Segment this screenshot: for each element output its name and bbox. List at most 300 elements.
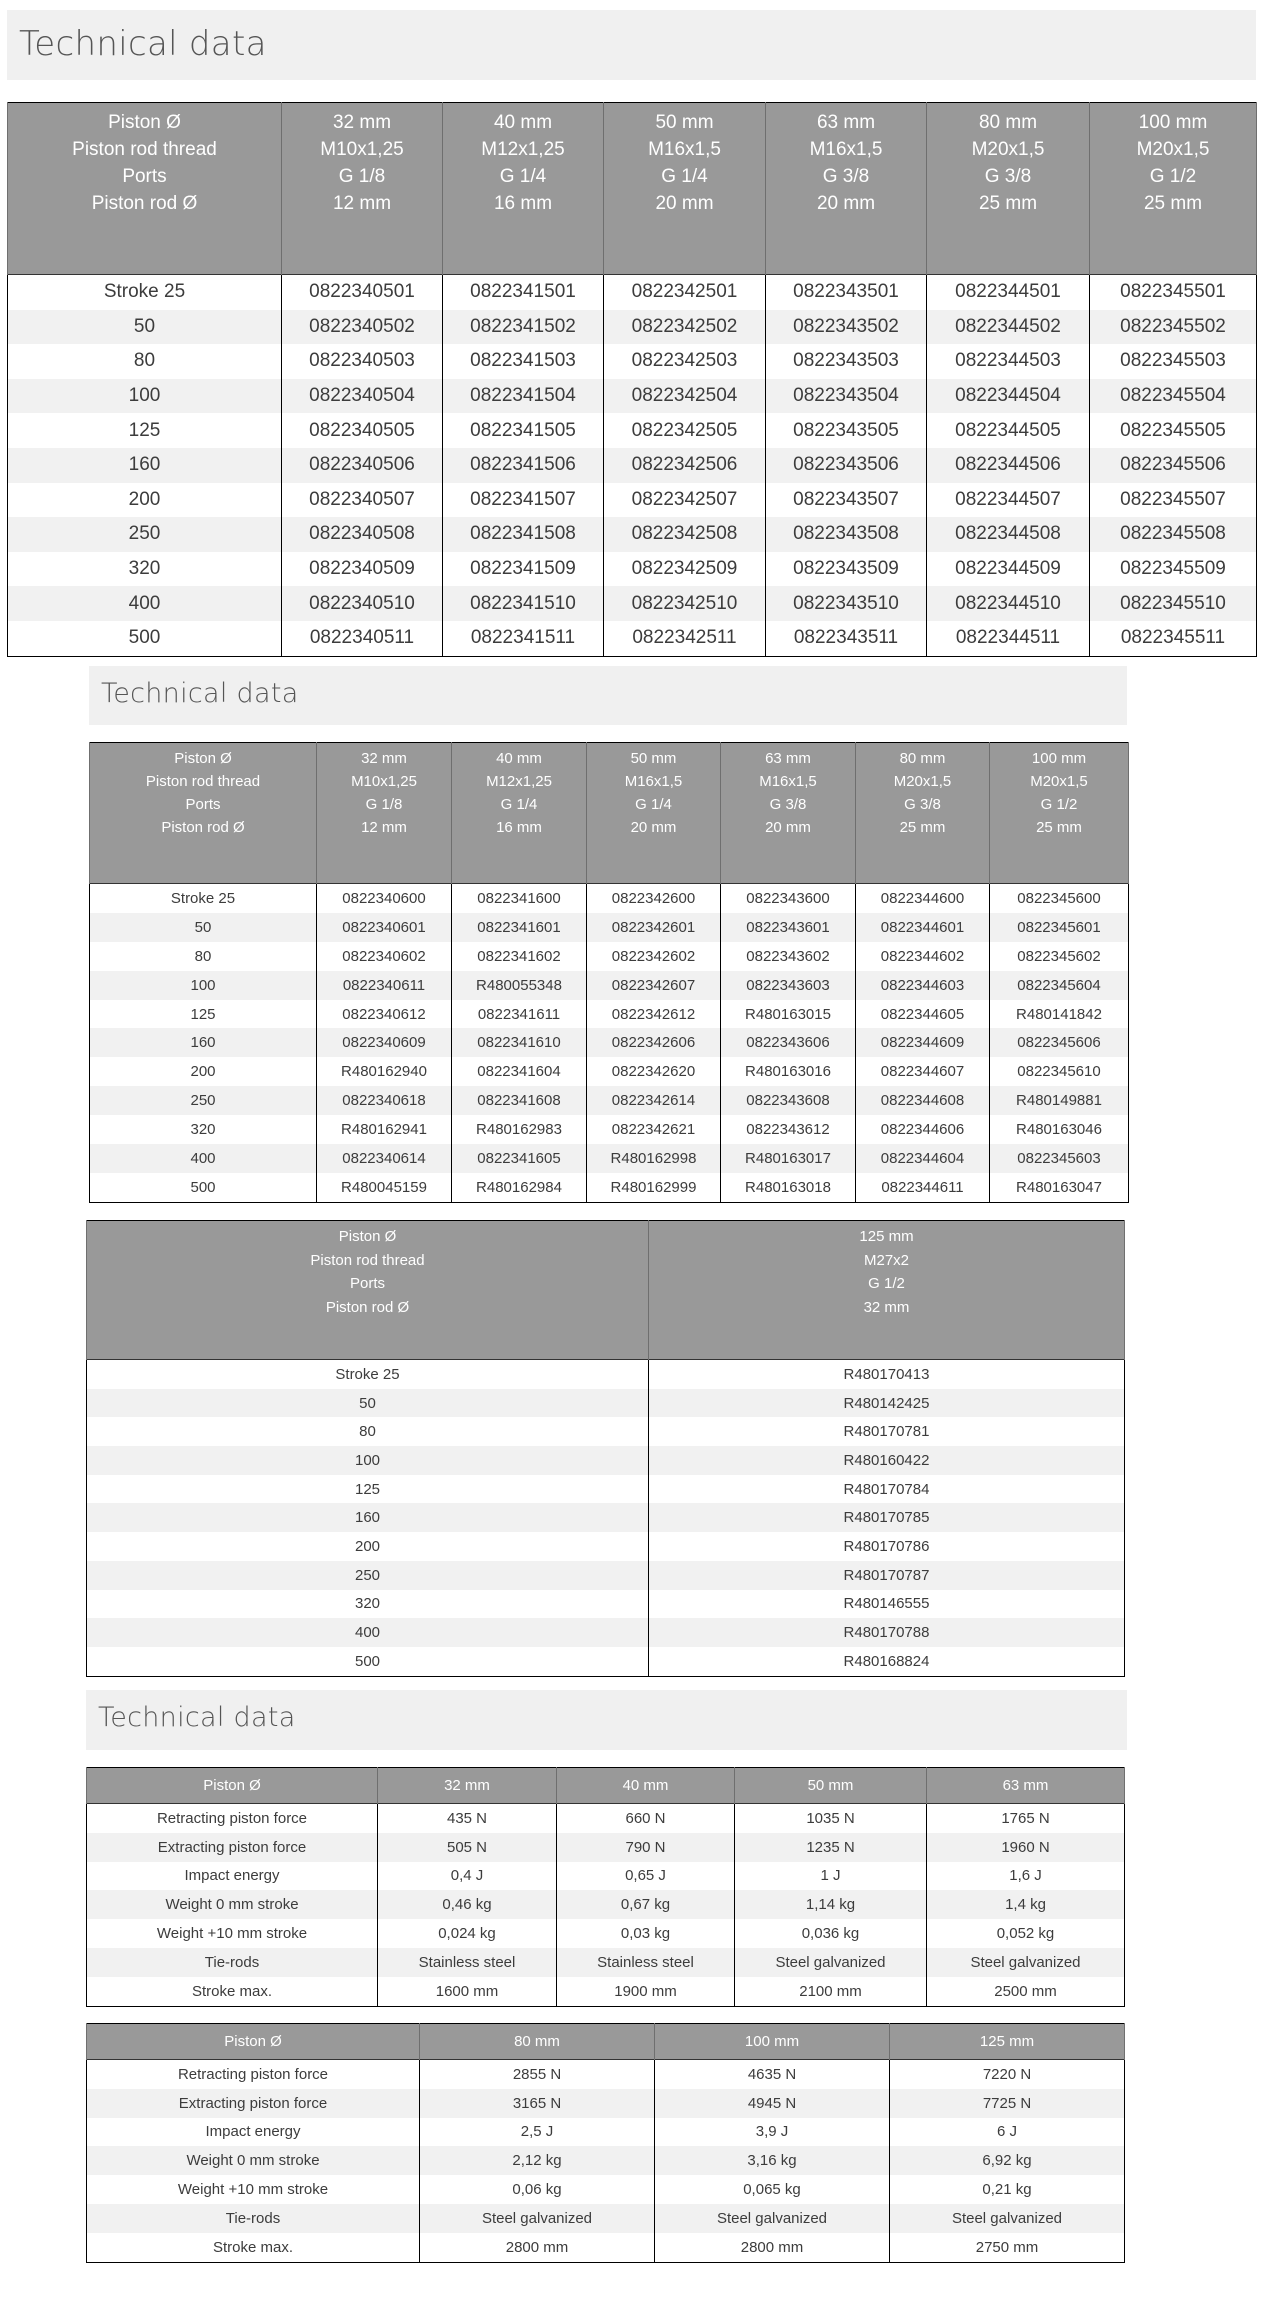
cell-value: 0822344506 [927, 448, 1090, 483]
cell-value: 0822344505 [927, 413, 1090, 448]
table-row [87, 1561, 1125, 1590]
cell-value: 2500 mm [927, 1977, 1125, 2006]
cell-value: R480170781 [649, 1417, 1125, 1446]
section-title-box [7, 10, 1256, 80]
cell-value: 0822344607 [856, 1057, 990, 1086]
cell-value: 790 N [557, 1833, 735, 1862]
row-label: Stroke 25 [90, 884, 317, 913]
row-label: Weight +10 mm stroke [87, 1919, 378, 1948]
cell-value: 0822340504 [282, 379, 443, 414]
cell-value: 0822341502 [443, 310, 604, 345]
cell-value: 0822342508 [604, 517, 766, 552]
cell-value: 0822344600 [856, 884, 990, 913]
header-line: 100 mm [1031, 750, 1087, 767]
cell-value: R480160422 [649, 1446, 1125, 1475]
cell-value: R480149881 [990, 1086, 1129, 1115]
cell-value: 0822340601 [317, 913, 452, 942]
cell-value: R480162984 [452, 1173, 587, 1202]
row-label: 320 [8, 552, 282, 587]
row-label: 125 [8, 413, 282, 448]
cell-value: 0822340511 [282, 621, 443, 656]
header-line: 40 mm [496, 750, 542, 767]
table-row [90, 971, 1129, 1000]
cell-value: 0822344501 [927, 275, 1090, 310]
cell-value: 0822345604 [990, 971, 1129, 1000]
cell-value: R480163018 [721, 1173, 856, 1202]
header-line: M16x1,5 [648, 139, 721, 160]
row-label: 500 [8, 621, 282, 656]
header-size-cell: 80 mm [420, 2024, 655, 2060]
cell-value: 1,6 J [927, 1862, 1125, 1891]
header-line: 125 mm [859, 1228, 914, 1245]
header-line: 100 mm [1138, 112, 1208, 133]
table-header [8, 103, 1257, 275]
header-line: G 1/2 [1149, 166, 1197, 187]
cell-value: 0822344509 [927, 552, 1090, 587]
table-row [87, 1919, 1125, 1948]
cell-value: 435 N [378, 1804, 557, 1833]
cell-value: 0822342501 [604, 275, 766, 310]
cell-value: 7725 N [890, 2089, 1125, 2118]
header-line: G 1/2 [1040, 796, 1078, 813]
cell-value: R480162940 [317, 1057, 452, 1086]
header-line: 32 mm [361, 750, 407, 767]
header-line: Piston rod thread [145, 773, 261, 790]
header-size-cell [766, 103, 927, 275]
table-row [8, 275, 1257, 310]
cell-value: 0822344510 [927, 586, 1090, 621]
cell-value: R480170784 [649, 1475, 1125, 1504]
cell-value: 0822343511 [766, 621, 927, 656]
cell-value: 0822341600 [452, 884, 587, 913]
header-line: 63 mm [765, 750, 811, 767]
header-line: Piston rod Ø [161, 819, 245, 836]
table-row [87, 1804, 1125, 1833]
cell-value: 0822342503 [604, 344, 766, 379]
cell-value: 0822341509 [443, 552, 604, 587]
cell-value: 0822341604 [452, 1057, 587, 1086]
table-row [90, 1028, 1129, 1057]
cell-value: 0822345502 [1090, 310, 1257, 345]
table-row [87, 1948, 1125, 1977]
header-size-cell: 63 mm [927, 1768, 1125, 1804]
cell-value: 2750 mm [890, 2233, 1125, 2262]
table-row [87, 1532, 1125, 1561]
cell-value: 1600 mm [378, 1977, 557, 2006]
cell-value: R480163015 [721, 1000, 856, 1029]
cell-value: 0822340600 [317, 884, 452, 913]
header-line: 32 mm [332, 112, 392, 133]
cell-value: 0822343606 [721, 1028, 856, 1057]
cell-value: 0822345603 [990, 1144, 1129, 1173]
cell-value: 0822341605 [452, 1144, 587, 1173]
table-row [8, 413, 1257, 448]
cell-value: 0822345601 [990, 913, 1129, 942]
cell-value: 0822340609 [317, 1028, 452, 1057]
cell-value: 0822344603 [856, 971, 990, 1000]
table-row [87, 2175, 1125, 2204]
cell-value: 0822343601 [721, 913, 856, 942]
cell-value: 0822344502 [927, 310, 1090, 345]
header-line: Ports [185, 796, 221, 813]
header-line: G 3/8 [769, 796, 807, 813]
cell-value: 0822344601 [856, 913, 990, 942]
cell-value: 0,46 kg [378, 1890, 557, 1919]
header-size-cell: 50 mm [735, 1768, 927, 1804]
cell-value: 0822342620 [587, 1057, 721, 1086]
cell-value: R480170786 [649, 1532, 1125, 1561]
cell-value: 0822345501 [1090, 275, 1257, 310]
table-row [8, 552, 1257, 587]
cell-value: 2800 mm [655, 2233, 890, 2262]
cell-value: 0822341601 [452, 913, 587, 942]
cell-value: 0822340510 [282, 586, 443, 621]
cell-value: 0822344611 [856, 1173, 990, 1202]
cell-value: 0,06 kg [420, 2175, 655, 2204]
table-row [87, 1446, 1125, 1475]
section-title-box [86, 1690, 1127, 1750]
part-number-table-2 [89, 742, 1129, 1203]
cell-value: 0822341501 [443, 275, 604, 310]
cell-value: 660 N [557, 1804, 735, 1833]
header-line: Piston rod Ø [325, 1298, 410, 1316]
table-row [87, 2233, 1125, 2262]
header-line: G 1/4 [635, 796, 672, 813]
table-row [87, 2146, 1125, 2175]
header-line: M16x1,5 [759, 773, 817, 790]
header-line: G 1/2 [868, 1275, 905, 1292]
cell-value: 2855 N [420, 2060, 655, 2089]
cell-value: Stainless steel [557, 1948, 735, 1977]
table-header [87, 2024, 1125, 2060]
cell-value: 0822342621 [587, 1115, 721, 1144]
row-label: Weight +10 mm stroke [87, 2175, 420, 2204]
cell-value: 0822342612 [587, 1000, 721, 1029]
cell-value: 0822340618 [317, 1086, 452, 1115]
cell-value: 0822342602 [587, 942, 721, 971]
table-row [87, 1647, 1125, 1676]
cell-value: 0822342505 [604, 413, 766, 448]
cell-value: R480045159 [317, 1173, 452, 1202]
cell-value: 0822341503 [443, 344, 604, 379]
row-label: 80 [8, 344, 282, 379]
header-size-cell [317, 743, 452, 884]
header-line: G 1/4 [661, 166, 708, 187]
header-line: 25 mm [978, 193, 1038, 214]
header-label-cell [8, 103, 282, 275]
header-line: M20x1,5 [1136, 139, 1210, 160]
header-line: 50 mm [630, 750, 677, 767]
table-row [8, 517, 1257, 552]
table-row [87, 1590, 1125, 1619]
cell-value: 0,67 kg [557, 1890, 735, 1919]
cell-value: 0822340602 [317, 942, 452, 971]
row-label: 80 [90, 942, 317, 971]
cell-value: 0822341510 [443, 586, 604, 621]
header-size-cell [282, 103, 443, 275]
row-label: 50 [90, 913, 317, 942]
row-label: Tie-rods [87, 2204, 420, 2233]
row-label: 250 [8, 517, 282, 552]
cell-value: 2,12 kg [420, 2146, 655, 2175]
row-label: 500 [90, 1173, 317, 1202]
cell-value: 0822342607 [587, 971, 721, 1000]
row-label: 100 [8, 379, 282, 414]
row-label: 125 [87, 1475, 649, 1504]
table-header [87, 1221, 1125, 1360]
table-row [8, 344, 1257, 379]
row-label: 250 [90, 1086, 317, 1115]
cell-value: 2100 mm [735, 1977, 927, 2006]
row-label: 160 [8, 448, 282, 483]
cell-value: R480146555 [649, 1590, 1125, 1619]
cell-value: 0822344511 [927, 621, 1090, 656]
cell-value: 0822341511 [443, 621, 604, 656]
header-line: 50 mm [655, 112, 714, 133]
header-size-cell [649, 1221, 1125, 1360]
table-row [87, 1389, 1125, 1418]
cell-value: 0822345610 [990, 1057, 1129, 1086]
cell-value: 0822340503 [282, 344, 443, 379]
cell-value: R480162983 [452, 1115, 587, 1144]
table-row [87, 2118, 1125, 2147]
header-size-cell: 40 mm [557, 1768, 735, 1804]
cell-value: 0822345509 [1090, 552, 1257, 587]
cell-value: 0822341602 [452, 942, 587, 971]
cell-value: 0,065 kg [655, 2175, 890, 2204]
cell-value: 0822340501 [282, 275, 443, 310]
cell-value: 1960 N [927, 1833, 1125, 1862]
header-line: M27x2 [863, 1251, 910, 1269]
table-row [87, 1618, 1125, 1647]
cell-value: 0822342601 [587, 913, 721, 942]
cell-value: 0822343502 [766, 310, 927, 345]
cell-value: R480163047 [990, 1173, 1129, 1202]
cell-value: 2800 mm [420, 2233, 655, 2262]
cell-value: 0822343505 [766, 413, 927, 448]
cell-value: 0822344605 [856, 1000, 990, 1029]
cell-value: 1035 N [735, 1804, 927, 1833]
cell-value: R480141842 [990, 1000, 1129, 1029]
table-row [90, 1115, 1129, 1144]
row-label: 200 [8, 483, 282, 518]
section-title: Technical data [98, 1702, 296, 1733]
header-line: 25 mm [1143, 193, 1203, 214]
table-row [8, 310, 1257, 345]
header-line: 12 mm [332, 193, 392, 214]
cell-value: 0822341506 [443, 448, 604, 483]
row-label: Retracting piston force [87, 2060, 420, 2089]
table-row [87, 1862, 1125, 1891]
table-row [87, 1417, 1125, 1446]
table-row [87, 1833, 1125, 1862]
header-size-cell [990, 743, 1129, 884]
row-label: 400 [8, 586, 282, 621]
header-line: M16x1,5 [809, 139, 883, 160]
cell-value: R480055348 [452, 971, 587, 1000]
cell-value: 0822343612 [721, 1115, 856, 1144]
cell-value: 0822345600 [990, 884, 1129, 913]
header-size-cell [927, 103, 1090, 275]
cell-value: Steel galvanized [420, 2204, 655, 2233]
header-line: 12 mm [361, 819, 407, 836]
header-line: G 1/4 [500, 796, 538, 813]
table-header [87, 1768, 1125, 1804]
header-line: Piston Ø [108, 112, 181, 133]
cell-value: 0822342507 [604, 483, 766, 518]
cell-value: 0822344602 [856, 942, 990, 971]
header-line: M20x1,5 [893, 773, 952, 790]
part-number-table-3 [86, 1220, 1125, 1677]
cell-value: 4945 N [655, 2089, 890, 2118]
header-line: Ports [349, 1275, 385, 1292]
header-line: 20 mm [816, 193, 876, 214]
header-line: 32 mm [863, 1298, 910, 1316]
header-label-cell [87, 1221, 649, 1360]
cell-value: 0822343602 [721, 942, 856, 971]
cell-value: 0822340505 [282, 413, 443, 448]
cell-value: 0822340611 [317, 971, 452, 1000]
cell-value: 0822343501 [766, 275, 927, 310]
cell-value: 1235 N [735, 1833, 927, 1862]
cell-value: 7220 N [890, 2060, 1125, 2089]
header-line: 40 mm [493, 112, 553, 133]
header-size-cell: 125 mm [890, 2024, 1125, 2060]
row-label: Stroke max. [87, 2233, 420, 2262]
header-size-cell [604, 103, 766, 275]
cell-value: 1,14 kg [735, 1890, 927, 1919]
cell-value: 0,4 J [378, 1862, 557, 1891]
header-line: 25 mm [899, 819, 946, 836]
table-row [90, 1144, 1129, 1173]
cell-value: R480170413 [649, 1360, 1125, 1389]
cell-value: 0822341505 [443, 413, 604, 448]
cell-value: 0822343509 [766, 552, 927, 587]
cell-value: 0822342510 [604, 586, 766, 621]
cell-value: 0822343507 [766, 483, 927, 518]
header-size-cell [587, 743, 721, 884]
header-line: M10x1,25 [351, 773, 417, 790]
row-label: 200 [90, 1057, 317, 1086]
table-row [90, 1173, 1129, 1202]
row-label: 250 [87, 1561, 649, 1590]
cell-value: Steel galvanized [735, 1948, 927, 1977]
cell-value: 0822342511 [604, 621, 766, 656]
header-line: M12x1,25 [481, 139, 565, 160]
header-line: G 1/8 [365, 796, 403, 813]
cell-value: 0822340508 [282, 517, 443, 552]
cell-value: 0822345503 [1090, 344, 1257, 379]
cell-value: 0822342506 [604, 448, 766, 483]
header-line: M12x1,25 [486, 773, 552, 790]
header-line: M20x1,5 [971, 139, 1045, 160]
cell-value: R480170785 [649, 1503, 1125, 1532]
part-number-table-1 [7, 102, 1257, 657]
cell-value: 0822345511 [1090, 621, 1257, 656]
cell-value: 2,5 J [420, 2118, 655, 2147]
cell-value: 1765 N [927, 1804, 1125, 1833]
cell-value: 0822345504 [1090, 379, 1257, 414]
header-line: 80 mm [978, 112, 1038, 133]
row-label: 160 [87, 1503, 649, 1532]
table-row [8, 586, 1257, 621]
header-line: Piston rod thread [72, 139, 217, 160]
header-line: 20 mm [630, 819, 677, 836]
table-row [8, 448, 1257, 483]
cell-value: 0822343600 [721, 884, 856, 913]
row-label: 100 [87, 1446, 649, 1475]
table-row [87, 1890, 1125, 1919]
header-line: 80 mm [899, 750, 946, 767]
header-line: G 3/8 [822, 166, 870, 187]
header-label-cell: Piston Ø [87, 2024, 420, 2060]
row-label: Stroke 25 [8, 275, 282, 310]
header-line: G 3/8 [904, 796, 941, 813]
header-label-cell: Piston Ø [87, 1768, 378, 1804]
cell-value: Steel galvanized [927, 1948, 1125, 1977]
cell-value: 0822344606 [856, 1115, 990, 1144]
cell-value: 0822345505 [1090, 413, 1257, 448]
cell-value: 0822343508 [766, 517, 927, 552]
table-row [8, 621, 1257, 656]
row-label: 50 [8, 310, 282, 345]
cell-value: 0822345510 [1090, 586, 1257, 621]
cell-value: 0822343506 [766, 448, 927, 483]
cell-value: 505 N [378, 1833, 557, 1862]
table-row [90, 1000, 1129, 1029]
row-label: 320 [90, 1115, 317, 1144]
cell-value: 0822342504 [604, 379, 766, 414]
table-header [90, 743, 1129, 884]
cell-value: 0822342600 [587, 884, 721, 913]
cell-value: 0822343608 [721, 1086, 856, 1115]
cell-value: 0822340506 [282, 448, 443, 483]
cell-value: 0822344503 [927, 344, 1090, 379]
cell-value: 0822344609 [856, 1028, 990, 1057]
cell-value: 0822345508 [1090, 517, 1257, 552]
cell-value: 0822340612 [317, 1000, 452, 1029]
cell-value: Stainless steel [378, 1948, 557, 1977]
header-size-cell: 32 mm [378, 1768, 557, 1804]
row-label: 500 [87, 1647, 649, 1676]
table-row [87, 2089, 1125, 2118]
section-title: Technical data [101, 678, 299, 709]
row-label: Tie-rods [87, 1948, 378, 1977]
row-label: Impact energy [87, 1862, 378, 1891]
specs-table-2 [86, 2023, 1125, 2263]
cell-value: 0822341608 [452, 1086, 587, 1115]
cell-value: 0822340509 [282, 552, 443, 587]
cell-value: R480162999 [587, 1173, 721, 1202]
cell-value: 0822343503 [766, 344, 927, 379]
cell-value: 0,024 kg [378, 1919, 557, 1948]
row-label: 80 [87, 1417, 649, 1446]
cell-value: 3,9 J [655, 2118, 890, 2147]
cell-value: 6,92 kg [890, 2146, 1125, 2175]
cell-value: 0822345507 [1090, 483, 1257, 518]
row-label: Retracting piston force [87, 1804, 378, 1833]
cell-value: 0822345602 [990, 942, 1129, 971]
cell-value: R480142425 [649, 1389, 1125, 1418]
header-line: 63 mm [816, 112, 876, 133]
row-label: Stroke max. [87, 1977, 378, 2006]
row-label: Extracting piston force [87, 1833, 378, 1862]
table-row [90, 884, 1129, 913]
table-row [8, 379, 1257, 414]
row-label: 200 [87, 1532, 649, 1561]
header-line: Ports [122, 166, 167, 187]
specs-table-1 [86, 1767, 1125, 2007]
